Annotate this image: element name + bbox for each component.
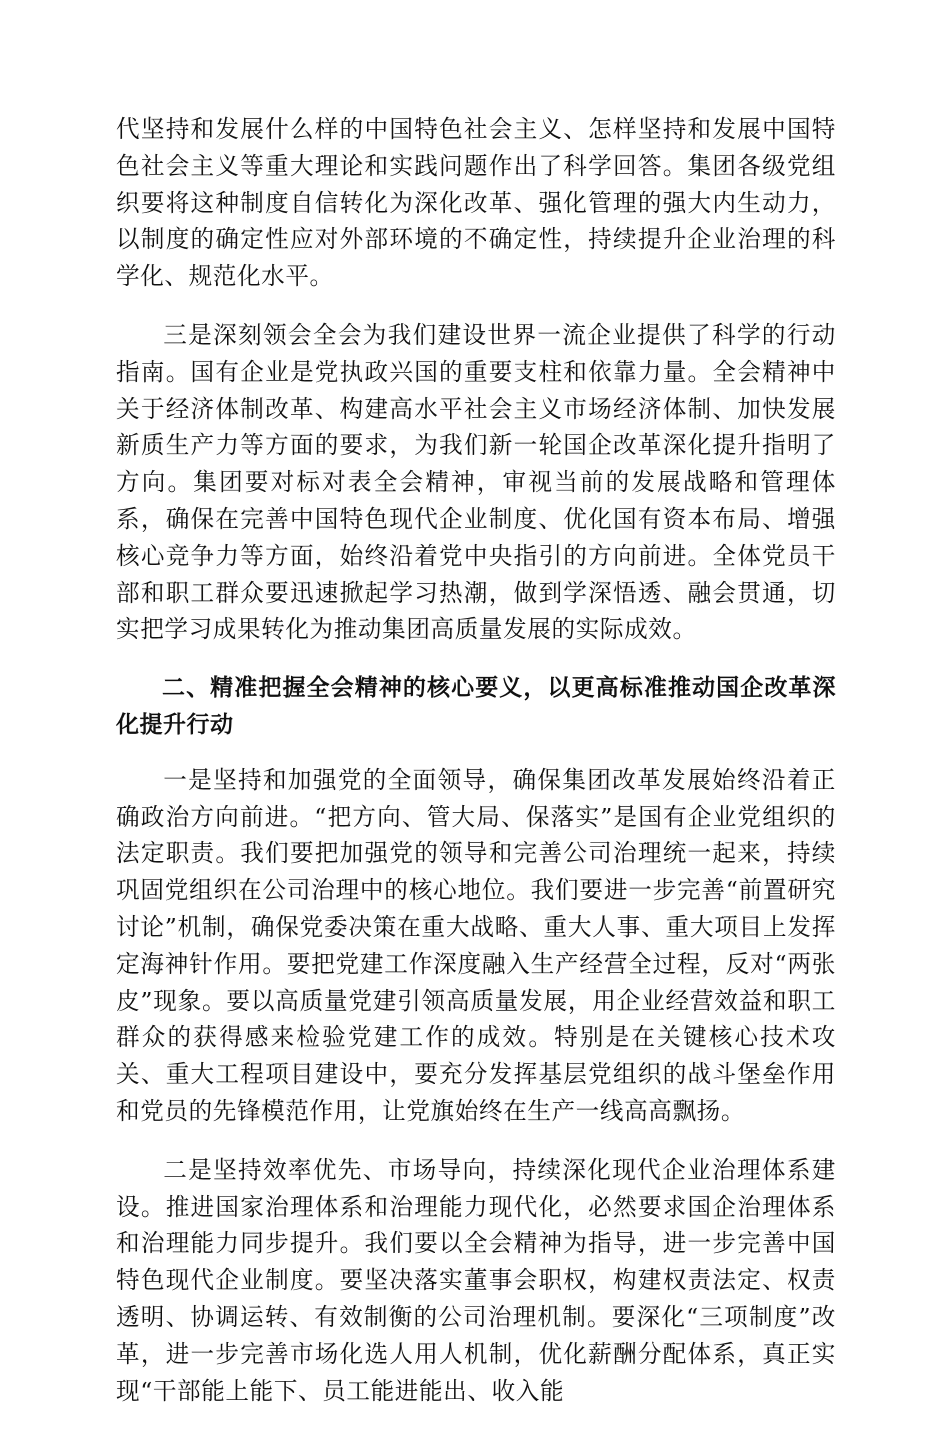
paragraph-continuation: 代坚持和发展什么样的中国特色社会主义、怎样坚持和发展中国特色社会主义等重大理论和实践问题作出了科学回答。集团各级党组织要将这种制度自信转化为深化改革、强化管理的强大内生动力，以制度的确定性应对外部环境的不确定性，持续提升企业治理的科学化、规范化水平。: [116, 115, 836, 291]
paragraph-point-two: 二是坚持效率优先、市场导向，持续深化现代企业治理体系建设。推进国家治理体系和治理能力现代化，必然要求国企治理体系和治理能力同步提升。我们要以全会精神为指导，进一步完善中国特色现代企业制度。要坚决落实董事会职权，构建权责法定、权责透明、协调运转、有效制衡的公司治理机制。要深化“三项制度”改革，进一步完善市场化选人用人机制，优化薪酬分配体系，真正实现“干部能上能下、员工能进能出、收入能: [116, 1155, 836, 1405]
paragraph-point-one: 一是坚持和加强党的全面领导，确保集团改革发展始终沿着正确政治方向前进。“把方向、管大局、保落实”是国有企业党组织的法定职责。我们要把加强党的领导和完善公司治理统一起来，持续巩固党组织在公司治理中的核心地位。我们要进一步完善“前置研究讨论”机制，确保党委决策在重大战略、重大人事、重大项目上发挥定海神针作用。要把党建工作深度融入生产经营全过程，反对“两张皮”现象。要以高质量党建引领高质量发展，用企业经营效益和职工群众的获得感来检验党建工作的成效。特别是在关键核心技术攻关、重大工程项目建设中，要充分发挥基层党组织的战斗堡垒作用和党员的先锋模范作用，让党旗始终在生产一线高高飘扬。: [116, 765, 836, 1125]
paragraph-point-three: 三是深刻领会全会为我们建设世界一流企业提供了科学的行动指南。国有企业是党执政兴国的重要支柱和依靠力量。全会精神中关于经济体制改革、构建高水平社会主义市场经济体制、加快发展新质生产力等方面的要求，为我们新一轮国企改革深化提升指明了方向。集团要对标对表全会精神，审视当前的发展战略和管理体系，确保在完善中国特色现代企业制度、优化国有资本布局、增强核心竞争力等方面，始终沿着党中央指引的方向前进。全体党员干部和职工群众要迅速掀起学习热潮，做到学深悟透、融会贯通，切实把学习成果转化为推动集团高质量发展的实际成效。: [116, 320, 836, 644]
section-heading-two: 二、精准把握全会精神的核心要义，以更高标准推动国企改革深化提升行动: [116, 675, 836, 738]
document-page: [116, 111, 836, 1431]
